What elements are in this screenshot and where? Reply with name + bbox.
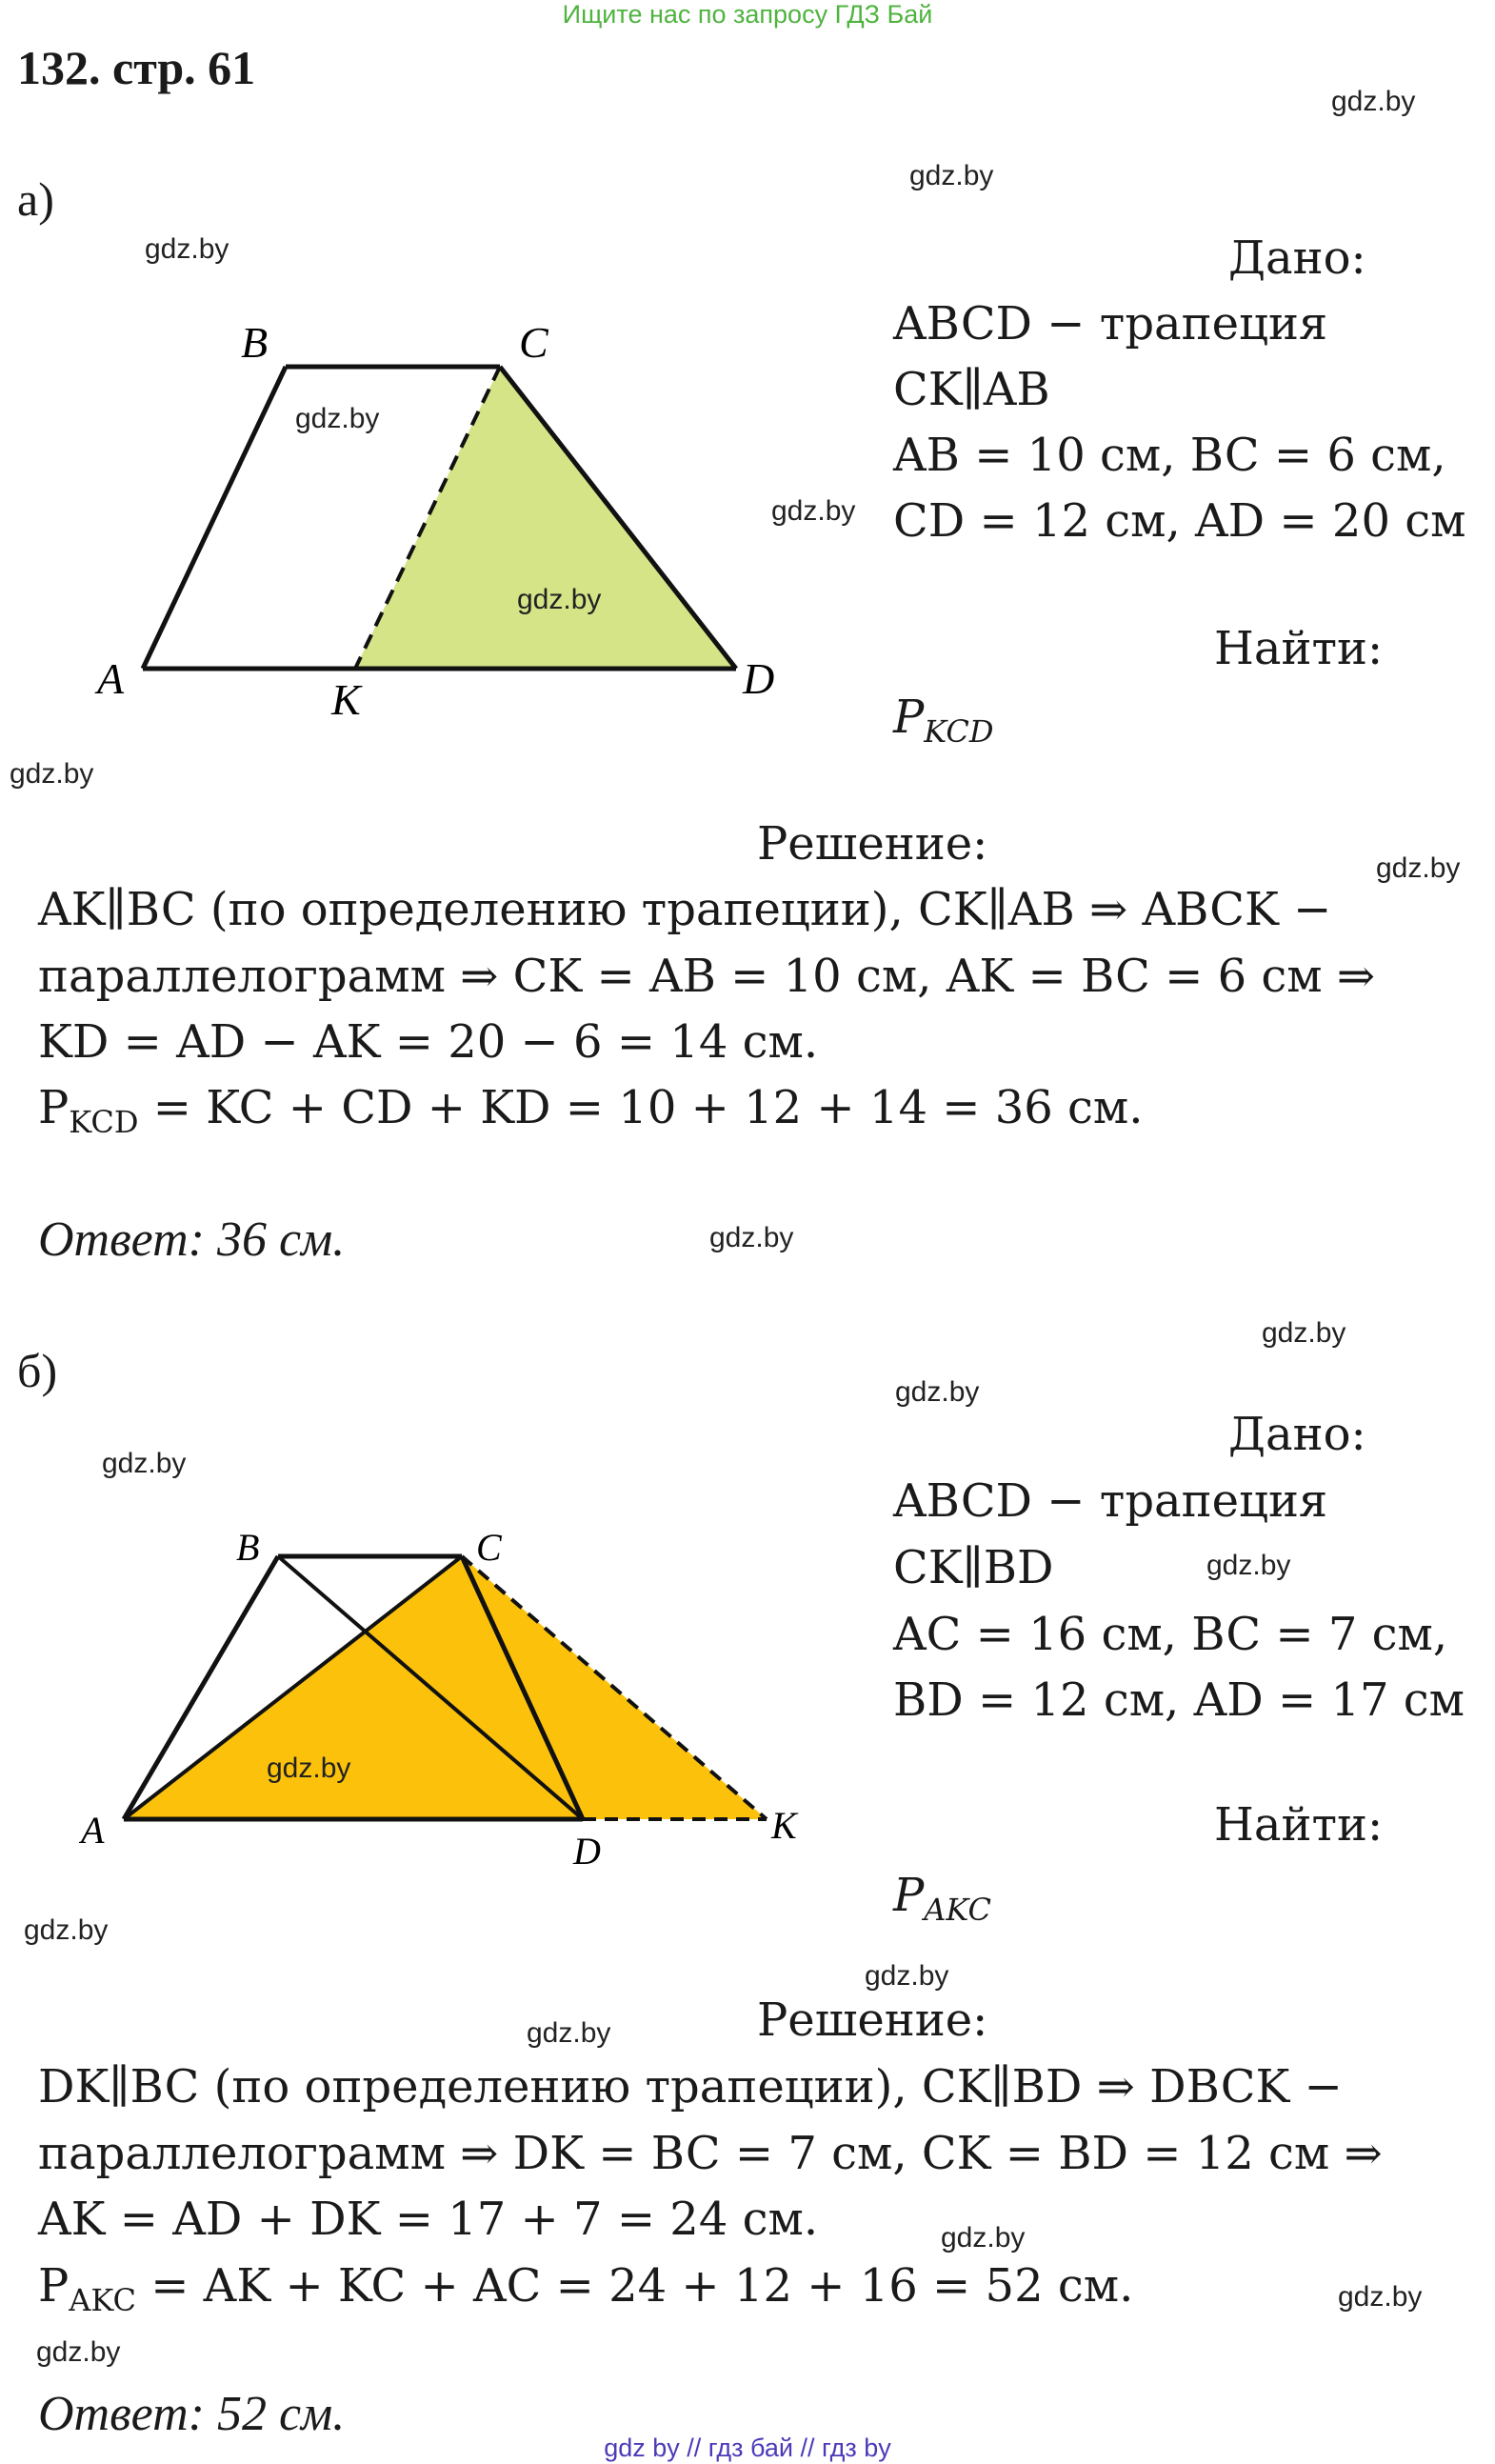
label-b: B [236, 1526, 260, 1569]
label-a: A [97, 654, 125, 703]
given-line-3-b: AC = 16 см, BC = 7 см, [893, 1608, 1448, 1661]
given-line-3-a: AB = 10 см, BC = 6 см, [893, 429, 1446, 482]
solution-title-a: Решение: [757, 817, 988, 871]
solution-line-2-b: параллелограмм ⇒ DK = BC = 7 см, CK = BD = 12 см ⇒ [38, 2127, 1383, 2180]
watermark: gdz.by [145, 233, 229, 265]
watermark: gdz.by [709, 1222, 794, 1253]
solution-line-4-a: $P_{KCD}$ = KC + CD + KD = 10 + 12 + 14 = 36 см. [38, 1081, 1144, 1140]
watermark: gdz.by [941, 2222, 1026, 2254]
solution-line-2-a: параллелограмм ⇒ CK = AB = 10 см, AK = BC = 6 см ⇒ [38, 950, 1376, 1003]
watermark: gdz.by [102, 1448, 187, 1479]
find-value-a: $P_{KCD}$ [893, 691, 994, 750]
watermark: gdz.by [267, 1753, 351, 1784]
watermark: gdz.by [36, 2336, 121, 2368]
triangle-kcd [355, 367, 736, 669]
watermark: gdz.by [1331, 86, 1416, 117]
watermark: gdz.by [1262, 1317, 1346, 1349]
label-c: C [476, 1526, 502, 1569]
given-line-4-b: BD = 12 см, AD = 17 см [893, 1673, 1465, 1727]
given-line-2-a: CK∥AB [893, 363, 1050, 416]
label-c: C [519, 318, 548, 367]
figure-b [0, 1514, 857, 1876]
answer-a: Ответ: 36 см. [38, 1212, 346, 1267]
top-banner[interactable]: Ищите нас по запросу ГДЗ Бай [562, 0, 933, 29]
solution-line-1-b: DK∥BC (по определению трапеции), CK∥BD ⇒ DBCK − [38, 2060, 1343, 2113]
label-d: D [743, 654, 775, 703]
find-title-a: Найти: [1214, 622, 1384, 675]
triangle-akc [124, 1556, 767, 1819]
given-line-4-a: CD = 12 см, AD = 20 см [893, 494, 1466, 548]
label-b: B [241, 318, 269, 367]
task-heading: 132. стр. 61 [17, 41, 256, 94]
watermark: gdz.by [527, 2017, 611, 2049]
watermark: gdz.by [1376, 852, 1461, 884]
segment-ab [143, 367, 286, 669]
watermark: gdz.by [295, 403, 380, 434]
solution-line-3-a: KD = AD − AK = 20 − 6 = 14 см. [38, 1015, 819, 1069]
label-k: K [331, 675, 361, 724]
watermark: gdz.by [24, 1914, 109, 1946]
solution-title-b: Решение: [757, 1993, 988, 2047]
watermark: gdz.by [771, 495, 856, 527]
watermark: gdz.by [1338, 2281, 1423, 2313]
label-a: A [81, 1809, 105, 1852]
find-title-b: Найти: [1214, 1798, 1384, 1852]
watermark: gdz.by [1206, 1550, 1291, 1581]
part-b-letter: б) [17, 1344, 58, 1397]
find-value-b: $P_{AKC}$ [893, 1869, 991, 1928]
watermark: gdz.by [909, 160, 994, 191]
given-line-1-a: ABCD − трапеция [893, 297, 1328, 351]
watermark: gdz.by [10, 758, 94, 790]
watermark: gdz.by [517, 584, 602, 615]
watermark: gdz.by [865, 1960, 949, 1992]
watermark: gdz.by [895, 1376, 980, 1408]
solution-line-4-b: $P_{AKC}$ = AK + KC + AC = 24 + 12 + 16 = 52 см. [38, 2259, 1134, 2318]
label-k: K [771, 1804, 797, 1847]
figure-a [0, 314, 838, 752]
solution-line-1-a: AK∥BC (по определению трапеции), CK∥AB ⇒ ABCK − [38, 883, 1332, 936]
given-line-2-b: CK∥BD [893, 1541, 1054, 1594]
part-a-letter: а) [17, 172, 54, 226]
given-line-1-b: ABCD − трапеция [893, 1474, 1328, 1528]
label-d: D [573, 1830, 601, 1873]
footer-links[interactable]: gdz by // гдз бай // гдз by [604, 2434, 891, 2462]
given-title-b: Дано: [1228, 1408, 1366, 1461]
solution-line-3-b: AK = AD + DK = 17 + 7 = 24 см. [38, 2193, 819, 2246]
given-title-a: Дано: [1228, 231, 1366, 285]
answer-b: Ответ: 52 см. [38, 2387, 346, 2441]
